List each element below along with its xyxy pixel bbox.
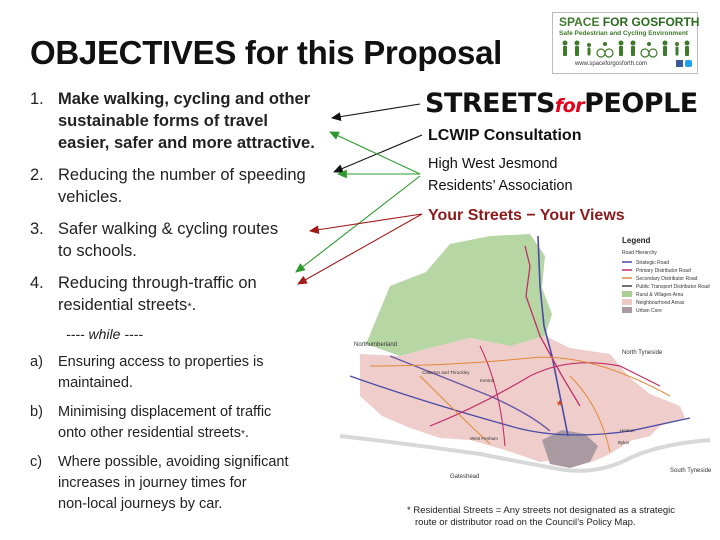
lcwip-consultation: LCWIP Consultation xyxy=(428,127,582,144)
condition-text: Minimising displacement of traffic xyxy=(58,404,272,420)
condition-text: Ensuring access to properties is xyxy=(58,354,264,370)
logo-url: www.spaceforgosforth.com xyxy=(575,61,648,67)
legend-label: Strategic Road xyxy=(636,260,670,266)
footnote xyxy=(407,505,675,529)
condition-text: maintained. xyxy=(58,375,133,391)
condition-text: increases in journey times for xyxy=(58,475,247,491)
legend-label: Primary Distributor Road xyxy=(636,268,691,274)
condition-period: . xyxy=(244,425,249,441)
label-northumberland: Northumberland xyxy=(354,342,398,348)
objective-text: sustainable forms of travel xyxy=(58,112,268,130)
label-callerton: Callerton and Throckley xyxy=(422,370,470,375)
condition-text: onto other residential streets xyxy=(58,425,241,441)
condition-letter: b) xyxy=(30,404,43,420)
label-kenton: Kenton xyxy=(480,378,495,383)
objective-text: Reducing through-traffic on xyxy=(58,274,257,292)
objective-period: . xyxy=(191,296,197,314)
while-separator: ---- while ---- xyxy=(66,326,143,342)
objective-number: 2. xyxy=(30,166,44,184)
legend-label: Secondary Distributor Road xyxy=(636,276,698,282)
condition-text: non-local journeys by car. xyxy=(58,496,223,512)
location-marker: * xyxy=(557,397,563,413)
objective-text: Safer walking & cycling routes xyxy=(58,220,279,238)
objective-text: Reducing the number of speeding xyxy=(58,166,306,184)
objective-number: 3. xyxy=(30,220,44,238)
legend-label: Neighbourhood Areas xyxy=(636,300,685,306)
legend-label: Urban Core xyxy=(636,308,662,314)
label-north-tyneside: North Tyneside xyxy=(622,350,663,356)
logo-brand-space: SPACE xyxy=(559,15,600,29)
objective-text: vehicles. xyxy=(58,188,123,206)
objective-text: Make walking, cycling and other xyxy=(58,90,311,108)
label-west-fenham: West Fenham xyxy=(470,436,498,441)
label-heaton: Heaton xyxy=(620,428,635,433)
objective-number: 1. xyxy=(30,90,44,108)
condition-letter: c) xyxy=(30,454,43,470)
for-word: for xyxy=(554,95,585,117)
residents-association-line-2: Residents’ Association xyxy=(428,178,573,194)
arrow-yourstreets-to-objective-3 xyxy=(310,214,422,231)
logo-tagline: Safe Pedestrian and Cycling Environment xyxy=(559,30,688,37)
footnote-star: * xyxy=(187,301,192,313)
logo-brand-rest: FOR GOSFORTH xyxy=(599,15,700,29)
legend-label: Public Transport Distributor Road xyxy=(636,284,710,290)
objective-text: easier, safer and more attractive. xyxy=(58,134,315,152)
legend-label: Rural & Villages Area xyxy=(636,292,684,298)
legend-subtitle: Road Hierarchy xyxy=(622,250,657,256)
footnote-star: * xyxy=(240,429,245,440)
objective-number: 4. xyxy=(30,274,44,292)
residents-association-line-1: High West Jesmond xyxy=(428,156,558,172)
objective-text: residential streets xyxy=(58,296,188,314)
streets-word: STREETS xyxy=(425,88,555,119)
label-byker: Byker xyxy=(618,440,630,445)
condition-letter: a) xyxy=(30,354,43,370)
your-streets-your-views: Your Streets − Your Views xyxy=(428,207,625,224)
arrow-yourstreets-to-objective-4 xyxy=(298,214,422,284)
label-south-tyneside: South Tyneside xyxy=(670,468,712,474)
label-gateshead: Gateshead xyxy=(450,474,480,480)
arrow-streets-to-objective-1 xyxy=(332,104,420,118)
footnote-line-1: * Residential Streets = Any streets not designated as a strategic xyxy=(407,505,675,516)
legend-title: Legend xyxy=(622,236,651,245)
page-title: OBJECTIVES for this Proposal xyxy=(30,34,503,71)
condition-text: Where possible, avoiding significant xyxy=(58,454,289,470)
objective-text: to schools. xyxy=(58,242,137,260)
footnote-line-2: route or distributor road on the Council’s Policy Map. xyxy=(415,517,636,528)
people-word: PEOPLE xyxy=(584,88,698,119)
